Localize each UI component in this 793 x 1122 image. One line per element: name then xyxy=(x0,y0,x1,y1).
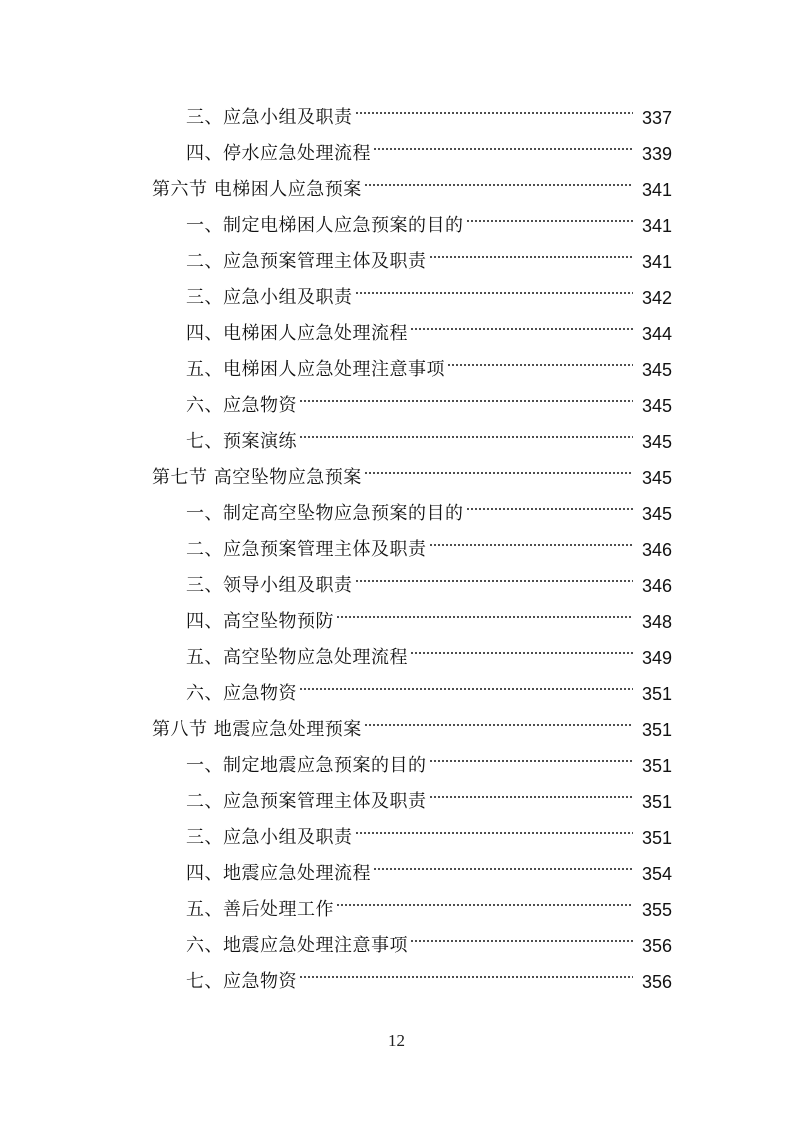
toc-entry-title: 一、制定电梯困人应急预案的目的 xyxy=(186,215,464,236)
toc-dot-leader xyxy=(364,472,633,474)
toc-subsection-entry[interactable] xyxy=(0,784,793,820)
toc-entry-page: 341 xyxy=(641,252,672,272)
toc-dot-leader xyxy=(429,256,634,258)
toc-dot-leader xyxy=(355,112,634,114)
toc-entry-title: 五、高空坠物应急处理流程 xyxy=(186,647,408,668)
toc-entry-page: 354 xyxy=(641,864,672,884)
toc-subsection-entry[interactable] xyxy=(0,892,793,928)
toc-dot-leader xyxy=(355,832,634,834)
toc-dot-leader xyxy=(466,220,634,222)
toc-dot-leader xyxy=(429,760,634,762)
toc-entry-page: 346 xyxy=(641,540,672,560)
toc-dot-leader xyxy=(299,976,633,978)
toc-entry-page: 345 xyxy=(641,432,672,452)
toc-entry-page: 337 xyxy=(641,108,672,128)
toc-dot-leader xyxy=(429,544,634,546)
toc-entry-title: 三、应急小组及职责 xyxy=(186,827,353,848)
toc-subsection-entry[interactable] xyxy=(0,280,793,316)
toc-dot-leader xyxy=(336,616,633,618)
toc-dot-leader xyxy=(336,904,633,906)
toc-dot-leader xyxy=(299,436,633,438)
toc-subsection-entry[interactable] xyxy=(0,100,793,136)
table-of-contents xyxy=(0,100,793,1000)
toc-dot-leader xyxy=(429,796,634,798)
toc-entry-title: 三、应急小组及职责 xyxy=(186,287,353,308)
toc-entry-page: 344 xyxy=(641,324,672,344)
toc-entry-page: 351 xyxy=(641,720,672,740)
toc-subsection-entry[interactable] xyxy=(0,316,793,352)
toc-entry-page: 339 xyxy=(641,144,672,164)
toc-entry-title: 六、应急物资 xyxy=(186,395,297,416)
toc-entry-page: 341 xyxy=(641,180,672,200)
page-number: 12 xyxy=(388,1031,405,1050)
toc-subsection-entry[interactable] xyxy=(0,388,793,424)
toc-subsection-entry[interactable] xyxy=(0,424,793,460)
toc-dot-leader xyxy=(299,400,633,402)
toc-entry-title: 三、领导小组及职责 xyxy=(186,575,353,596)
toc-subsection-entry[interactable] xyxy=(0,856,793,892)
toc-entry-page: 348 xyxy=(641,612,672,632)
toc-subsection-entry[interactable] xyxy=(0,244,793,280)
toc-dot-leader xyxy=(410,652,633,654)
toc-subsection-entry[interactable] xyxy=(0,640,793,676)
toc-entry-title: 二、应急预案管理主体及职责 xyxy=(186,251,427,272)
toc-entry-title: 二、应急预案管理主体及职责 xyxy=(186,539,427,560)
toc-subsection-entry[interactable] xyxy=(0,928,793,964)
toc-entry-title: 二、应急预案管理主体及职责 xyxy=(186,791,427,812)
toc-entry-title: 四、高空坠物预防 xyxy=(186,611,334,632)
toc-entry-title: 四、停水应急处理流程 xyxy=(186,143,371,164)
toc-entry-title: 四、地震应急处理流程 xyxy=(186,863,371,884)
toc-subsection-entry[interactable] xyxy=(0,676,793,712)
toc-entry-title: 第六节 电梯困人应急预案 xyxy=(152,179,362,200)
toc-entry-page: 341 xyxy=(641,216,672,236)
toc-dot-leader xyxy=(447,364,633,366)
toc-entry-page: 345 xyxy=(641,504,672,524)
toc-entry-title: 六、应急物资 xyxy=(186,683,297,704)
toc-subsection-entry[interactable] xyxy=(0,532,793,568)
toc-entry-page: 345 xyxy=(641,468,672,488)
toc-subsection-entry[interactable] xyxy=(0,208,793,244)
toc-dot-leader xyxy=(373,148,633,150)
toc-entry-page: 345 xyxy=(641,360,672,380)
toc-subsection-entry[interactable] xyxy=(0,820,793,856)
toc-entry-page: 342 xyxy=(641,288,672,308)
toc-dot-leader xyxy=(410,940,633,942)
toc-section-entry[interactable] xyxy=(0,460,793,496)
toc-entry-page: 345 xyxy=(641,396,672,416)
toc-subsection-entry[interactable] xyxy=(0,496,793,532)
toc-entry-title: 七、应急物资 xyxy=(186,971,297,992)
toc-entry-page: 351 xyxy=(641,684,672,704)
toc-entry-title: 第七节 高空坠物应急预案 xyxy=(152,467,362,488)
toc-dot-leader xyxy=(299,688,633,690)
toc-entry-page: 349 xyxy=(641,648,672,668)
toc-entry-title: 一、制定地震应急预案的目的 xyxy=(186,755,427,776)
toc-entry-title: 七、预案演练 xyxy=(186,431,297,452)
toc-entry-title: 三、应急小组及职责 xyxy=(186,107,353,128)
toc-entry-page: 351 xyxy=(641,792,672,812)
toc-subsection-entry[interactable] xyxy=(0,352,793,388)
toc-subsection-entry[interactable] xyxy=(0,568,793,604)
toc-entry-title: 六、地震应急处理注意事项 xyxy=(186,935,408,956)
toc-section-entry[interactable] xyxy=(0,172,793,208)
toc-subsection-entry[interactable] xyxy=(0,748,793,784)
toc-entry-page: 346 xyxy=(641,576,672,596)
toc-entry-page: 356 xyxy=(641,936,672,956)
toc-section-entry[interactable] xyxy=(0,712,793,748)
toc-dot-leader xyxy=(364,724,633,726)
toc-entry-title: 第八节 地震应急处理预案 xyxy=(152,719,362,740)
toc-subsection-entry[interactable] xyxy=(0,964,793,1000)
toc-entry-title: 一、制定高空坠物应急预案的目的 xyxy=(186,503,464,524)
toc-entry-title: 四、电梯困人应急处理流程 xyxy=(186,323,408,344)
toc-entry-page: 356 xyxy=(641,972,672,992)
toc-subsection-entry[interactable] xyxy=(0,604,793,640)
toc-dot-leader xyxy=(373,868,633,870)
toc-dot-leader xyxy=(466,508,634,510)
toc-dot-leader xyxy=(364,184,633,186)
toc-entry-title: 五、电梯困人应急处理注意事项 xyxy=(186,359,445,380)
toc-subsection-entry[interactable] xyxy=(0,136,793,172)
toc-entry-page: 351 xyxy=(641,756,672,776)
toc-entry-page: 351 xyxy=(641,828,672,848)
toc-dot-leader xyxy=(355,292,634,294)
toc-entry-title: 五、善后处理工作 xyxy=(186,899,334,920)
toc-dot-leader xyxy=(410,328,633,330)
toc-dot-leader xyxy=(355,580,634,582)
toc-entry-page: 355 xyxy=(641,900,672,920)
